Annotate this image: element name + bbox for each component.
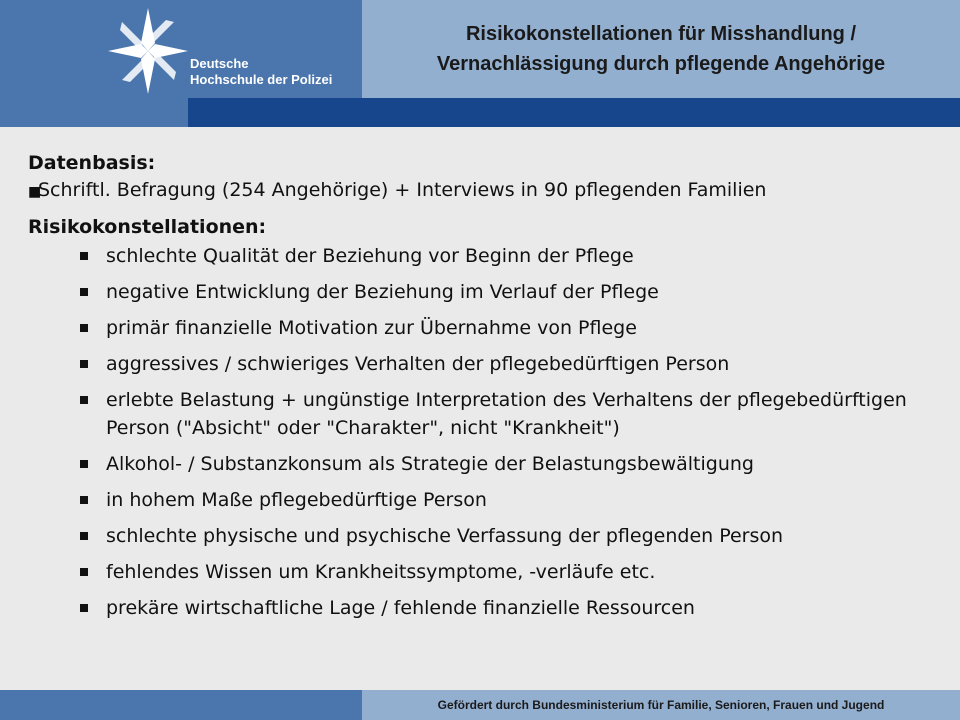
slide-title-line-1: Risikokonstellationen für Misshandlung / bbox=[465, 23, 857, 45]
square-bullet-icon bbox=[80, 288, 88, 296]
list-item bbox=[78, 350, 938, 378]
square-bullet-icon bbox=[80, 604, 88, 612]
logo-wordmark bbox=[190, 56, 332, 88]
slide-title-line-2: Vernachlässigung durch pflegende Angehörige bbox=[436, 53, 886, 75]
list-item bbox=[78, 386, 938, 442]
footer-funding-note: Gefördert durch Bundesministerium für Familie, Senioren, Frauen und Jugend bbox=[362, 690, 960, 720]
risk-item-text: aggressives / schwieriges Verhalten der pflegebedürftigen Person bbox=[106, 353, 730, 375]
risk-item-text: in hohem Maße pflegebedürftige Person bbox=[106, 489, 487, 511]
risiko-heading: Risikokonstellationen: bbox=[28, 216, 267, 238]
square-bullet-icon bbox=[80, 252, 88, 260]
square-bullet-icon bbox=[80, 568, 88, 576]
footer-band-left bbox=[0, 690, 362, 720]
square-bullet-icon bbox=[80, 396, 88, 404]
police-star-logo-icon bbox=[108, 8, 188, 94]
list-item bbox=[78, 558, 938, 586]
list-item bbox=[78, 450, 938, 478]
risk-item-text: Alkohol- / Substanzkonsum als Strategie der Belastungsbewältigung bbox=[106, 453, 754, 475]
risk-item-text: fehlendes Wissen um Krankheitssymptome, -verläufe etc. bbox=[106, 561, 656, 583]
list-item bbox=[78, 486, 938, 514]
square-bullet-icon bbox=[80, 460, 88, 468]
list-item bbox=[78, 522, 938, 550]
header-logo-area bbox=[0, 0, 362, 98]
datenbasis-item bbox=[28, 176, 938, 206]
square-bullet-icon bbox=[80, 360, 88, 368]
risk-item-text: schlechte Qualität der Beziehung vor Beginn der Pflege bbox=[106, 245, 634, 267]
logo-line-2: Hochschule der Polizei bbox=[190, 72, 333, 87]
risk-item-text: prekäre wirtschaftliche Lage / fehlende finanzielle Ressourcen bbox=[106, 597, 695, 619]
list-item bbox=[78, 594, 938, 622]
square-bullet-icon bbox=[80, 496, 88, 504]
risk-item-text: primär finanzielle Motivation zur Übernahme von Pflege bbox=[106, 317, 637, 339]
list-item bbox=[78, 314, 938, 342]
square-bullet-icon bbox=[80, 532, 88, 540]
list-item bbox=[78, 242, 938, 270]
square-bullet-icon: ■ bbox=[28, 184, 42, 200]
header-band-dark bbox=[188, 98, 960, 127]
risk-item-text: schlechte physische und psychische Verfassung der pflegenden Person bbox=[106, 525, 784, 547]
slide-title bbox=[362, 0, 960, 98]
slide-content bbox=[28, 150, 938, 622]
list-item bbox=[78, 278, 938, 306]
square-bullet-icon bbox=[80, 324, 88, 332]
risk-list bbox=[28, 242, 938, 622]
logo-line-1: Deutsche bbox=[190, 56, 249, 71]
risk-item-text: negative Entwicklung der Beziehung im Verlauf der Pflege bbox=[106, 281, 659, 303]
datenbasis-heading: Datenbasis: bbox=[28, 152, 156, 174]
risk-item-text: erlebte Belastung + ungünstige Interpretation des Verhaltens der pflegebedürftigen Person ("Absicht" oder "Charakter", nicht "Krankheit") bbox=[106, 389, 907, 439]
header-band-light bbox=[0, 98, 188, 127]
datenbasis-text: Schriftl. Befragung (254 Angehörige) + Interviews in 90 pflegenden Familien bbox=[38, 179, 767, 201]
